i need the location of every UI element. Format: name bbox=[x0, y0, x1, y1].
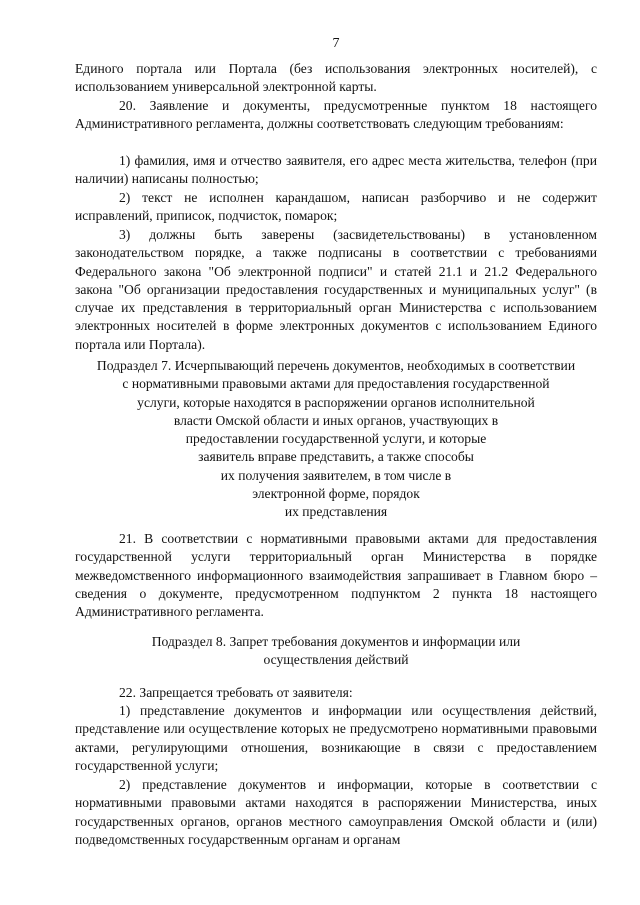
paragraph-text: 2) текст не исполнен карандашом, написан разборчиво и не содержит исправлений, приписок, подчисток, помарок; bbox=[75, 190, 597, 224]
paragraph-19-continuation bbox=[75, 60, 597, 97]
heading-line: услуги, которые находятся в распоряжении органов исполнительной bbox=[137, 394, 535, 410]
heading-line: власти Омской области и иных органов, участвующих в bbox=[173, 412, 499, 428]
heading-line: Подраздел 8. Запрет требования документов и информации или bbox=[151, 634, 521, 649]
heading-line: заявитель вправе представить, а также способы bbox=[198, 449, 474, 465]
heading-line: их представления bbox=[284, 504, 388, 520]
subsection-8-heading bbox=[75, 633, 597, 670]
paragraph-text: 1) представление документов и информации или осуществления действий, представление или осуществление которых не предусмотрено нормативными правовыми актами, регулирующими отношения, возникающие в связи с предоставлением государственной услуги; bbox=[75, 703, 597, 773]
paragraph-text: 3) должны быть заверены (засвидетельствованы) в установленном законодательством порядке, а также подписаны в соответствии с требованиями Федерального закона "Об электронной подписи" и статей 21.1 и 21.2 Федерального закона "Об организации предоставления государственных и муниципальных услуг" (в случае их представления в территориальный орган Министерства с использованием электронных носителей в форме электронных документов с использованием Единого портала или Портала). bbox=[75, 227, 597, 352]
paragraph-text: 22. Запрещается требовать от заявителя: bbox=[119, 685, 353, 700]
heading-line: их получения заявителем, в том числе в bbox=[220, 467, 452, 483]
paragraph-text: 1) фамилия, имя и отчество заявителя, его адрес места жительства, телефон (при наличии) написаны полностью; bbox=[75, 153, 597, 187]
paragraph-text: Единого портала или Портала (без использования электронных носителей), с использованием универсальной электронной карты. bbox=[75, 61, 597, 95]
paragraph-22-item-2 bbox=[75, 776, 597, 849]
paragraph-text: 2) представление документов и информации, которые в соответствии с нормативными правовыми актами находятся в распоряжении Министерства, иных государственных органов, органов местного самоуправления Омской области и (или) подведомственных государственным органам и органам bbox=[75, 777, 597, 847]
paragraph-20 bbox=[75, 97, 597, 134]
heading-line: Подраздел 7. Исчерпывающий перечень документов, необходимых в соответствии bbox=[96, 358, 576, 373]
paragraph-22-item-1 bbox=[75, 702, 597, 775]
heading-line: предоставлении государственной услуги, и которые bbox=[185, 431, 487, 447]
subsection-7-heading bbox=[75, 357, 597, 522]
paragraph-20-item-2 bbox=[75, 189, 597, 226]
page-number: 7 bbox=[332, 36, 340, 51]
paragraph-22 bbox=[75, 684, 597, 702]
heading-line: электронной форме, порядок bbox=[252, 486, 420, 502]
heading-line: с нормативными правовыми актами для предоставления государственной bbox=[122, 376, 550, 392]
paragraph-20-item-1 bbox=[75, 152, 597, 189]
heading-line: осуществления действий bbox=[263, 652, 409, 668]
paragraph-20-item-3 bbox=[75, 226, 597, 354]
paragraph-21 bbox=[75, 530, 597, 621]
paragraph-text: 20. Заявление и документы, предусмотренные пунктом 18 настоящего Административного регламента, должны соответствовать следующим требованиям: bbox=[75, 98, 597, 132]
paragraph-text: 21. В соответствии с нормативными правовыми актами для предоставления государственной услуги территориальный орган Министерства в порядке межведомственного информационного взаимодействия запрашивает в Главном бюро – сведения о документе, предусмотренном подпунктом 2 пункта 18 настоящего Административного регламента. bbox=[75, 531, 597, 620]
